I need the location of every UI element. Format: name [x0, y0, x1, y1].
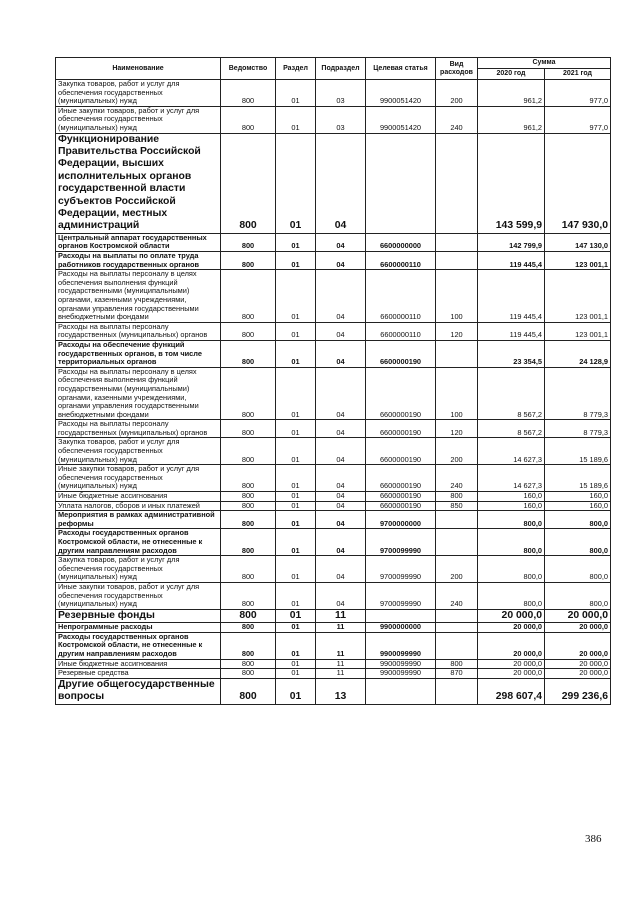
cell-target: 6600000190 — [366, 367, 436, 420]
cell-target: 9900000000 — [366, 623, 436, 633]
cell-section: 01 — [276, 367, 316, 420]
cell-section: 01 — [276, 340, 316, 367]
cell-v2020: 160,0 — [478, 501, 545, 511]
cell-v2021: 299 236,6 — [545, 678, 611, 704]
cell-subsection: 04 — [316, 465, 366, 492]
table-row — [56, 556, 611, 583]
cell-v2021: 20 000,0 — [545, 632, 611, 659]
cell-subsection: 04 — [316, 556, 366, 583]
cell-target: 6600000000 — [366, 233, 436, 251]
cell-section: 01 — [276, 233, 316, 251]
cell-section: 01 — [276, 529, 316, 556]
cell-target: 6600000190 — [366, 465, 436, 492]
cell-section: 01 — [276, 492, 316, 502]
table-row — [56, 80, 611, 107]
header-sum: Сумма — [478, 58, 611, 69]
cell-section: 01 — [276, 420, 316, 438]
cell-name: Расходы государственных органов Костромской области, не отнесенные к другим направлениям расходов — [56, 632, 221, 659]
cell-type: 100 — [436, 367, 478, 420]
cell-name: Уплата налогов, сборов и иных платежей — [56, 501, 221, 511]
cell-dept: 800 — [221, 367, 276, 420]
table-row — [56, 623, 611, 633]
cell-v2021: 800,0 — [545, 582, 611, 609]
cell-name: Функционирование Правительства Российской Федерации, высших исполнительных органов государственной власти субъектов Российской Федерации, местных администраций — [56, 133, 221, 233]
cell-dept: 800 — [221, 511, 276, 529]
cell-target: 6600000190 — [366, 438, 436, 465]
cell-v2020: 8 567,2 — [478, 420, 545, 438]
cell-subsection: 04 — [316, 340, 366, 367]
cell-target: 9900051420 — [366, 106, 436, 133]
cell-dept: 800 — [221, 340, 276, 367]
cell-type — [436, 340, 478, 367]
cell-section: 01 — [276, 623, 316, 633]
cell-target: 6600000110 — [366, 252, 436, 270]
cell-v2020: 961,2 — [478, 80, 545, 107]
cell-v2020: 119 445,4 — [478, 270, 545, 323]
header-name: Наименование — [56, 58, 221, 80]
table-row — [56, 252, 611, 270]
cell-subsection: 04 — [316, 420, 366, 438]
cell-subsection: 04 — [316, 322, 366, 340]
cell-target: 6600000110 — [366, 270, 436, 323]
cell-section: 01 — [276, 678, 316, 704]
cell-dept: 800 — [221, 529, 276, 556]
cell-name: Мероприятия в рамках административной реформы — [56, 511, 221, 529]
cell-name: Центральный аппарат государственных органов Костромской области — [56, 233, 221, 251]
cell-v2021: 123 001,1 — [545, 270, 611, 323]
cell-v2021: 123 001,1 — [545, 252, 611, 270]
cell-v2021: 977,0 — [545, 80, 611, 107]
cell-subsection: 04 — [316, 367, 366, 420]
cell-v2021: 800,0 — [545, 511, 611, 529]
cell-target: 9900099990 — [366, 669, 436, 679]
cell-type: 240 — [436, 582, 478, 609]
cell-v2020: 143 599,9 — [478, 133, 545, 233]
cell-subsection: 03 — [316, 80, 366, 107]
cell-v2020: 20 000,0 — [478, 669, 545, 679]
cell-subsection: 04 — [316, 233, 366, 251]
cell-section: 01 — [276, 632, 316, 659]
table-row — [56, 678, 611, 704]
cell-subsection: 04 — [316, 529, 366, 556]
cell-name: Закупка товаров, работ и услуг для обеспечения государственных (муниципальных) нужд — [56, 438, 221, 465]
cell-name: Закупка товаров, работ и услуг для обеспечения государственных (муниципальных) нужд — [56, 80, 221, 107]
cell-v2020: 119 445,4 — [478, 252, 545, 270]
cell-section: 01 — [276, 669, 316, 679]
cell-v2020: 20 000,0 — [478, 632, 545, 659]
cell-name: Расходы государственных органов Костромской области, не отнесенные к другим направлениям расходов — [56, 529, 221, 556]
cell-type — [436, 233, 478, 251]
cell-v2021: 147 130,0 — [545, 233, 611, 251]
cell-section: 01 — [276, 511, 316, 529]
cell-target — [366, 133, 436, 233]
cell-section: 01 — [276, 322, 316, 340]
table-body — [56, 80, 611, 705]
cell-dept: 800 — [221, 632, 276, 659]
cell-subsection: 04 — [316, 252, 366, 270]
cell-dept: 800 — [221, 501, 276, 511]
cell-subsection: 04 — [316, 438, 366, 465]
cell-subsection: 11 — [316, 669, 366, 679]
cell-v2020: 142 799,9 — [478, 233, 545, 251]
cell-target: 6600000110 — [366, 322, 436, 340]
cell-name: Иные закупки товаров, работ и услуг для обеспечения государственных (муниципальных) нужд — [56, 465, 221, 492]
cell-section: 01 — [276, 465, 316, 492]
cell-type: 870 — [436, 669, 478, 679]
cell-v2021: 24 128,9 — [545, 340, 611, 367]
cell-type: 120 — [436, 420, 478, 438]
cell-dept: 800 — [221, 322, 276, 340]
cell-name: Иные бюджетные ассигнования — [56, 492, 221, 502]
table-row — [56, 582, 611, 609]
header-row — [56, 58, 611, 69]
table-row — [56, 465, 611, 492]
cell-type — [436, 252, 478, 270]
cell-target: 6600000190 — [366, 501, 436, 511]
cell-section: 01 — [276, 556, 316, 583]
cell-dept: 800 — [221, 133, 276, 233]
cell-v2020: 14 627,3 — [478, 465, 545, 492]
cell-type: 800 — [436, 492, 478, 502]
cell-section: 01 — [276, 270, 316, 323]
cell-v2020: 800,0 — [478, 556, 545, 583]
cell-type: 200 — [436, 556, 478, 583]
cell-v2021: 147 930,0 — [545, 133, 611, 233]
cell-v2021: 20 000,0 — [545, 669, 611, 679]
cell-name: Иные закупки товаров, работ и услуг для обеспечения государственных (муниципальных) нужд — [56, 582, 221, 609]
cell-type — [436, 623, 478, 633]
cell-dept: 800 — [221, 678, 276, 704]
cell-v2020: 23 354,5 — [478, 340, 545, 367]
header-2021: 2021 год — [545, 69, 611, 80]
cell-dept: 800 — [221, 669, 276, 679]
cell-target: 9700099990 — [366, 529, 436, 556]
cell-target: 9900099990 — [366, 632, 436, 659]
cell-dept: 800 — [221, 270, 276, 323]
cell-v2020: 800,0 — [478, 511, 545, 529]
table-row — [56, 340, 611, 367]
table-row — [56, 609, 611, 622]
cell-dept: 800 — [221, 465, 276, 492]
cell-target: 6600000190 — [366, 340, 436, 367]
cell-v2021: 8 779,3 — [545, 367, 611, 420]
cell-subsection: 11 — [316, 659, 366, 669]
cell-name: Расходы на выплаты по оплате труда работников государственных органов — [56, 252, 221, 270]
table-row — [56, 322, 611, 340]
cell-type — [436, 133, 478, 233]
cell-v2020: 800,0 — [478, 529, 545, 556]
cell-type: 100 — [436, 270, 478, 323]
cell-subsection: 04 — [316, 270, 366, 323]
cell-v2020: 961,2 — [478, 106, 545, 133]
cell-dept: 800 — [221, 556, 276, 583]
table-row — [56, 492, 611, 502]
table-row — [56, 233, 611, 251]
cell-target: 6600000190 — [366, 492, 436, 502]
cell-subsection: 04 — [316, 492, 366, 502]
cell-v2021: 160,0 — [545, 492, 611, 502]
cell-v2021: 800,0 — [545, 556, 611, 583]
cell-section: 01 — [276, 438, 316, 465]
cell-name: Иные закупки товаров, работ и услуг для обеспечения государственных (муниципальных) нужд — [56, 106, 221, 133]
cell-v2020: 160,0 — [478, 492, 545, 502]
cell-type — [436, 529, 478, 556]
cell-name: Расходы на обеспечение функций государственных органов, в том числе территориальных органов — [56, 340, 221, 367]
table-row — [56, 270, 611, 323]
cell-name: Расходы на выплаты персоналу государственных (муниципальных) органов — [56, 322, 221, 340]
cell-v2020: 20 000,0 — [478, 659, 545, 669]
cell-dept: 800 — [221, 233, 276, 251]
cell-v2021: 15 189,6 — [545, 438, 611, 465]
cell-section: 01 — [276, 659, 316, 669]
cell-section: 01 — [276, 609, 316, 622]
cell-subsection: 04 — [316, 582, 366, 609]
cell-v2020: 14 627,3 — [478, 438, 545, 465]
cell-name: Иные бюджетные ассигнования — [56, 659, 221, 669]
cell-type: 200 — [436, 80, 478, 107]
cell-target — [366, 609, 436, 622]
cell-type — [436, 632, 478, 659]
cell-dept: 800 — [221, 252, 276, 270]
header-dept: Ведомство — [221, 58, 276, 80]
cell-dept: 800 — [221, 609, 276, 622]
cell-v2021: 15 189,6 — [545, 465, 611, 492]
cell-dept: 800 — [221, 623, 276, 633]
cell-target: 9700000000 — [366, 511, 436, 529]
header-2020: 2020 год — [478, 69, 545, 80]
table-row — [56, 529, 611, 556]
cell-subsection: 04 — [316, 511, 366, 529]
cell-type: 240 — [436, 106, 478, 133]
table-row — [56, 438, 611, 465]
budget-table — [55, 57, 611, 705]
cell-target: 9900051420 — [366, 80, 436, 107]
cell-subsection: 11 — [316, 623, 366, 633]
cell-v2020: 20 000,0 — [478, 609, 545, 622]
header-section: Раздел — [276, 58, 316, 80]
header-target: Целевая статья — [366, 58, 436, 80]
cell-name: Резервные фонды — [56, 609, 221, 622]
table-row — [56, 511, 611, 529]
table-row — [56, 669, 611, 679]
cell-target — [366, 678, 436, 704]
cell-name: Другие общегосударственные вопросы — [56, 678, 221, 704]
cell-subsection: 04 — [316, 501, 366, 511]
cell-name: Закупка товаров, работ и услуг для обеспечения государственных (муниципальных) нужд — [56, 556, 221, 583]
cell-type: 240 — [436, 465, 478, 492]
cell-name: Расходы на выплаты персоналу в целях обеспечения выполнения функций государственными (муниципальными) органами, казенными учреждениями, органами управления государственными внебюджетными фондами — [56, 367, 221, 420]
cell-dept: 800 — [221, 659, 276, 669]
cell-v2020: 8 567,2 — [478, 367, 545, 420]
cell-v2020: 119 445,4 — [478, 322, 545, 340]
cell-dept: 800 — [221, 80, 276, 107]
cell-section: 01 — [276, 133, 316, 233]
cell-type — [436, 678, 478, 704]
cell-subsection: 04 — [316, 133, 366, 233]
cell-name: Расходы на выплаты персоналу в целях обеспечения выполнения функций государственными (муниципальными) органами, казенными учреждениями, органами управления государственными внебюджетными фондами — [56, 270, 221, 323]
cell-target: 9900099990 — [366, 659, 436, 669]
cell-v2021: 20 000,0 — [545, 609, 611, 622]
cell-dept: 800 — [221, 420, 276, 438]
cell-section: 01 — [276, 252, 316, 270]
cell-type: 120 — [436, 322, 478, 340]
cell-v2021: 800,0 — [545, 529, 611, 556]
cell-v2021: 20 000,0 — [545, 659, 611, 669]
cell-subsection: 03 — [316, 106, 366, 133]
cell-type: 800 — [436, 659, 478, 669]
cell-v2021: 977,0 — [545, 106, 611, 133]
table-row — [56, 632, 611, 659]
cell-v2021: 8 779,3 — [545, 420, 611, 438]
cell-target: 9700099990 — [366, 556, 436, 583]
table-row — [56, 367, 611, 420]
header-type: Вид расходов — [436, 58, 478, 80]
cell-dept: 800 — [221, 582, 276, 609]
cell-subsection: 11 — [316, 632, 366, 659]
cell-section: 01 — [276, 501, 316, 511]
cell-type — [436, 609, 478, 622]
header-subsection: Подраздел — [316, 58, 366, 80]
cell-target: 9700099990 — [366, 582, 436, 609]
cell-subsection: 11 — [316, 609, 366, 622]
cell-section: 01 — [276, 582, 316, 609]
cell-type: 850 — [436, 501, 478, 511]
cell-target: 6600000190 — [366, 420, 436, 438]
cell-v2020: 800,0 — [478, 582, 545, 609]
cell-dept: 800 — [221, 438, 276, 465]
cell-section: 01 — [276, 106, 316, 133]
table-row — [56, 106, 611, 133]
cell-type — [436, 511, 478, 529]
page-number: 386 — [585, 833, 602, 845]
cell-dept: 800 — [221, 106, 276, 133]
cell-name: Резервные средства — [56, 669, 221, 679]
cell-v2021: 123 001,1 — [545, 322, 611, 340]
cell-subsection: 13 — [316, 678, 366, 704]
cell-dept: 800 — [221, 492, 276, 502]
cell-v2020: 298 607,4 — [478, 678, 545, 704]
cell-section: 01 — [276, 80, 316, 107]
cell-v2020: 20 000,0 — [478, 623, 545, 633]
cell-name: Расходы на выплаты персоналу государственных (муниципальных) органов — [56, 420, 221, 438]
cell-v2021: 160,0 — [545, 501, 611, 511]
cell-v2021: 20 000,0 — [545, 623, 611, 633]
table-row — [56, 133, 611, 233]
cell-type: 200 — [436, 438, 478, 465]
cell-name: Непрограммные расходы — [56, 623, 221, 633]
table-row — [56, 420, 611, 438]
